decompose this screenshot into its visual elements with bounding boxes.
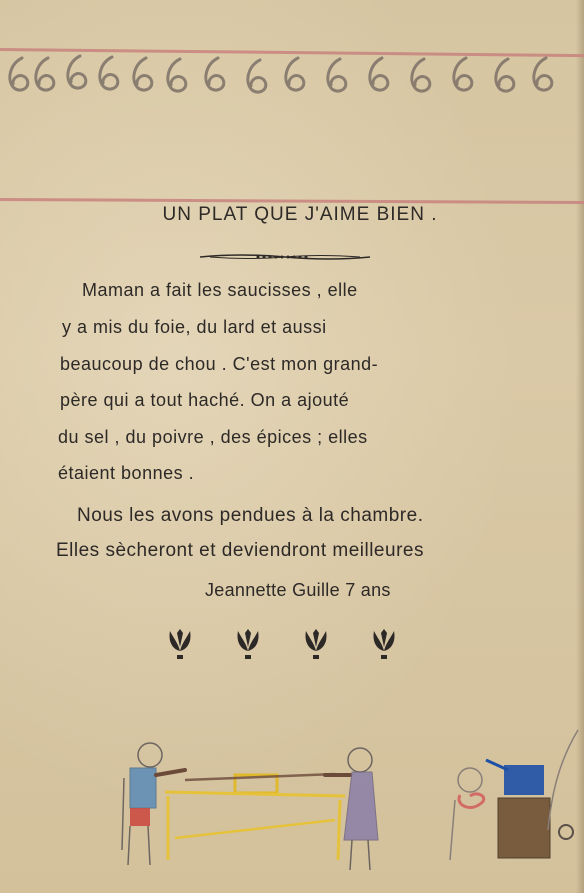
ornament-rule [200,250,370,264]
handwriting-practice-row [0,50,584,102]
drawing-table [165,774,345,860]
fleuron-icon [305,629,326,659]
page-title: UN PLAT QUE J'AIME BIEN . [162,204,438,225]
text-line: Maman a fait les saucisses , elle [82,280,358,300]
text-line: y a mis du foie, du lard et aussi [62,317,327,337]
drawing-right-objects [450,730,578,860]
fleuron-icon [373,629,394,659]
fleuron-row [160,625,410,665]
drawing-left-person [122,743,185,865]
fleuron-icon [237,629,258,659]
text-line: père qui a tout haché. On a ajouté [60,390,350,410]
text-line: Nous les avons pendues à la chambre. [77,505,424,526]
drawing-right-person [325,748,378,870]
child-drawing [0,720,584,893]
fleuron-icon [169,629,190,659]
signature: Jeannette Guille 7 ans [205,580,391,600]
text-line: Elles sècheront et deviendront meilleures [56,540,424,561]
text-line: étaient bonnes . [58,463,195,483]
text-line: du sel , du poivre , des épices ; elles [58,427,368,447]
text-line: beaucoup de chou . C'est mon grand- [60,354,379,374]
